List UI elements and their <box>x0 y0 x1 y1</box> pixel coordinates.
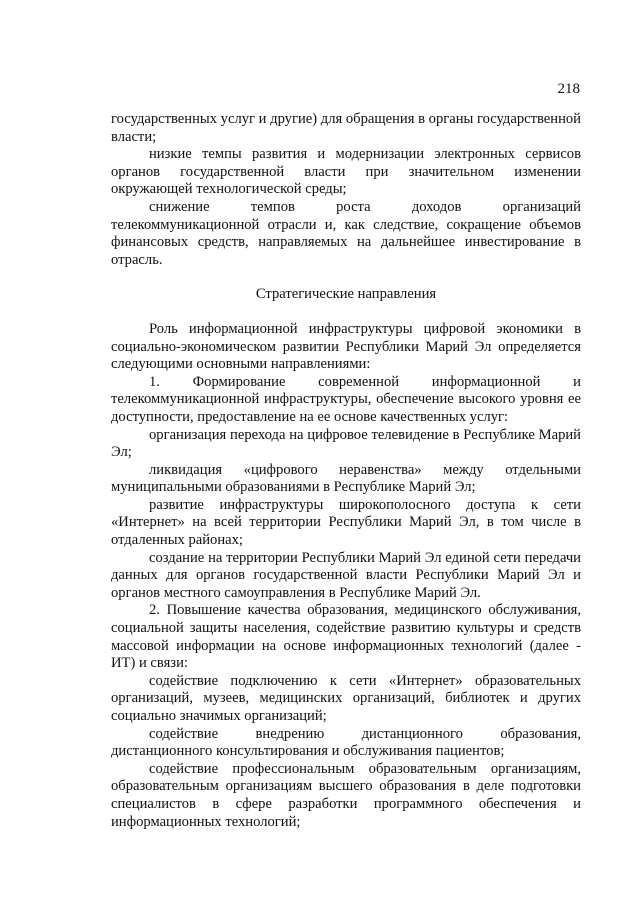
paragraph: создание на территории Республики Марий Эл единой сети передачи данных для органов государственной власти Республики Марий Эл и органов местного самоуправления в Республике Марий Эл. <box>111 549 581 601</box>
paragraph: 2. Повышение качества образования, медицинского обслуживания, социальной защиты населения, содействие развитию культуры и средств массовой информации на основе информационных технологий (далее - ИТ) и связи: <box>111 602 581 672</box>
paragraph: развитие инфраструктуры широкополосного доступа к сети «Интернет» на всей территории Республики Марий Эл, в том числе в отдаленных районах; <box>111 496 581 549</box>
paragraphs-before-heading <box>111 111 581 269</box>
paragraph: содействие внедрению дистанционного образования, дистанционного консультирования и обслуживания пациентов; <box>111 725 581 760</box>
paragraph: 1. Формирование современной информационной и телекоммуникационной инфраструктуры, обеспечение высокого уровня ее доступности, предоставление на ее основе качественных услуг: <box>111 373 581 425</box>
paragraph: организация перехода на цифровое телевидение в Республике Марий Эл; <box>111 426 581 461</box>
paragraphs-after-heading <box>111 321 581 831</box>
paragraph: низкие темпы развития и модернизации электронных сервисов органов государственной власти при значительном изменении окружающей технологической среды; <box>111 146 581 198</box>
paragraph: государственных услуг и другие) для обращения в органы государственной власти; <box>111 111 581 145</box>
paragraph: содействие подключению к сети «Интернет» образовательных организаций, музеев, медицинских организаций, библиотек и других социально значимых организаций; <box>111 672 581 724</box>
page-number: 218 <box>557 81 580 97</box>
paragraph: ликвидация «цифрового неравенства» между отдельными муниципальными образованиями в Республике Марий Эл; <box>111 461 581 496</box>
paragraph: снижение темпов роста доходов организаций телекоммуникационной отрасли и, как следствие, сокращение объемов финансовых средств, направляемых на дальнейшее инвестирование в отрасль. <box>111 198 581 268</box>
section-heading: Стратегические направления <box>255 286 437 303</box>
paragraph: содействие профессиональным образовательным организациям, образовательным организациям высшего образования в деле подготовки специалистов в сфере разработки программного обеспечения и информационных технологий; <box>111 760 581 830</box>
document-body <box>111 111 581 831</box>
paragraph: Роль информационной инфраструктуры цифровой экономики в социально-экономическом развитии Республики Марий Эл определяется следующими основными направлениями: <box>111 320 581 373</box>
